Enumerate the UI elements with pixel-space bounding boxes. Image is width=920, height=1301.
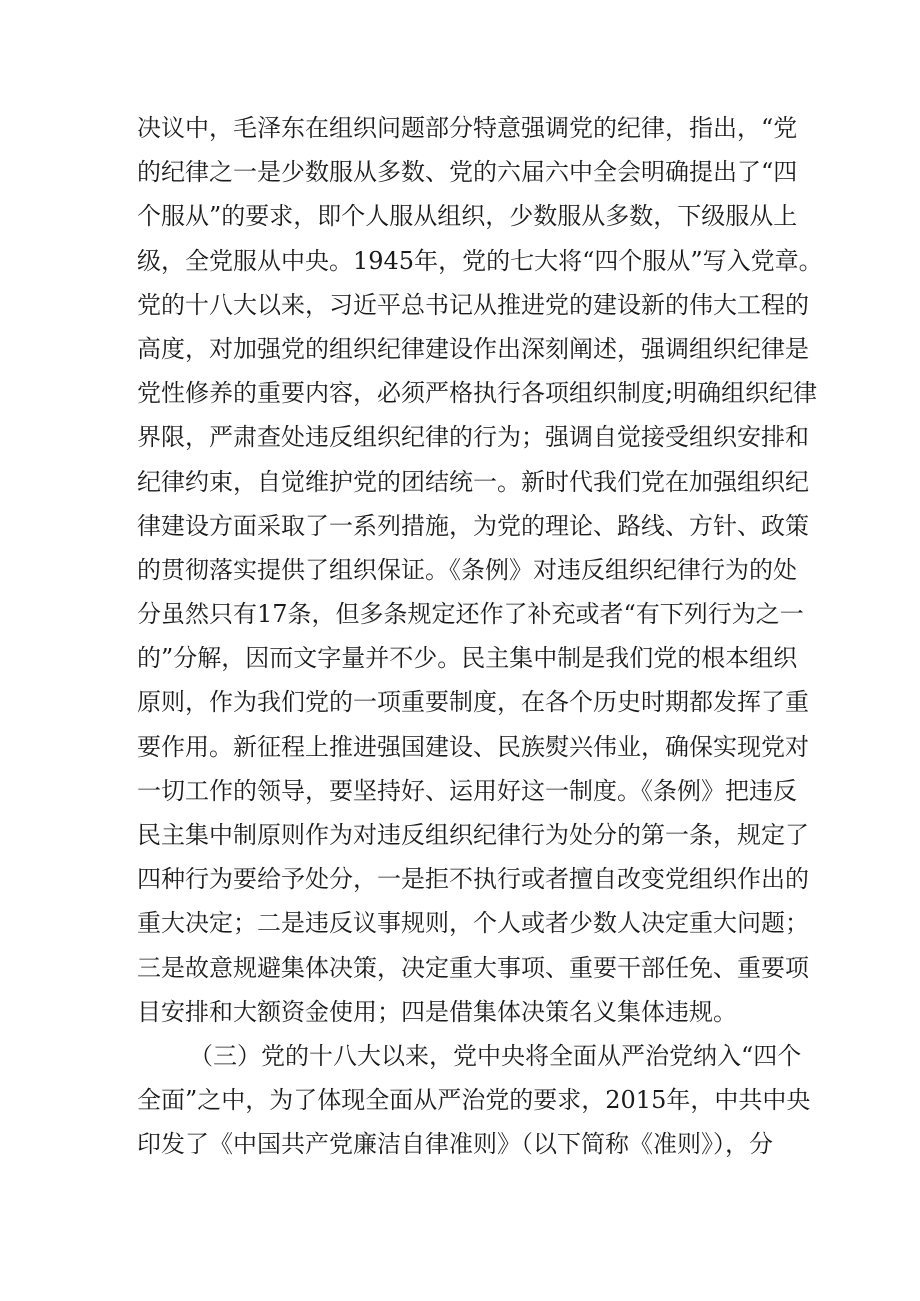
text-line: 四种行为要给予处分，一是拒不执行或者擅自改变党组织作出的 xyxy=(137,865,809,894)
text-line: 律建设方面采取了一系列措施，为党的理论、路线、方针、政策 xyxy=(137,511,809,540)
text-line: 目安排和大额资金使用；四是借集体决策名义集体违规。 xyxy=(137,997,737,1026)
text-line: 界限，严肃查处违反组织纪律的行为；强调自觉接受组织安排和 xyxy=(137,423,809,452)
text-line-indented: （三）党的十八大以来，党中央将全面从严治党纳入“四个 xyxy=(189,1041,802,1070)
text-line: 全面”之中，为了体现全面从严治党的要求，2015年，中共中央 xyxy=(137,1086,811,1115)
text-line: 纪律约束，自觉维护党的团结统一。新时代我们党在加强组织纪 xyxy=(137,467,809,496)
text-line: 印发了《中国共产党廉洁自律准则》（以下简称《准则》），分 xyxy=(137,1130,773,1159)
text-line: 要作用。新征程上推进强国建设、民族熨兴伟业，确保实现党对 xyxy=(137,732,809,761)
text-line: 高度，对加强党的组织纪律建设作出深刻阐述，强调组织纪律是 xyxy=(137,334,809,363)
text-line: 三是故意规避集体决策，决定重大事项、重要干部任免、重要项 xyxy=(137,953,809,982)
paragraph-2 xyxy=(137,1034,811,1167)
text-line: 党的十八大以来，习近平总书记从推进党的建设新的伟大工程的 xyxy=(137,290,809,319)
paragraph-1 xyxy=(137,106,823,1034)
text-line: 个服从”的要求，即个人服从组织，少数服从多数，下级服从上 xyxy=(137,202,798,231)
text-line: 决议中，毛泽东在组织问题部分特意强调党的纪律，指出，“党 xyxy=(137,114,798,142)
text-line: 一切工作的领导，要坚持好、运用好这一制度。《条例》把违反 xyxy=(137,776,797,805)
text-line: 原则，作为我们党的一项重要制度，在各个历史时期都发挥了重 xyxy=(137,688,809,717)
text-line: 的贯彻落实提供了组织保证。《条例》对违反组织纪律行为的处 xyxy=(137,555,797,584)
body-text xyxy=(137,106,823,1167)
text-line: 的”分解，因而文字量并不少。民主集中制是我们党的根本组织 xyxy=(137,644,798,673)
text-line: 的纪律之一是少数服从多数、党的六届六中全会明确提出了“四 xyxy=(137,158,798,187)
text-line: 党性修养的重要内容，必须严格执行各项组织制度;明确组织纪律 xyxy=(137,379,818,408)
text-line: 重大决定；二是违反议事规则，个人或者少数人决定重大问题； xyxy=(137,909,809,938)
text-line: 分虽然只有17条，但多条规定还作了补充或者“有下列行为之一 xyxy=(137,600,804,629)
text-line: 级，全党服从中央。1945年，党的七大将“四个服从”写入党章。 xyxy=(137,246,823,275)
text-line: 民主集中制原则作为对违反组织纪律行为处分的第一条，规定了 xyxy=(137,821,809,849)
